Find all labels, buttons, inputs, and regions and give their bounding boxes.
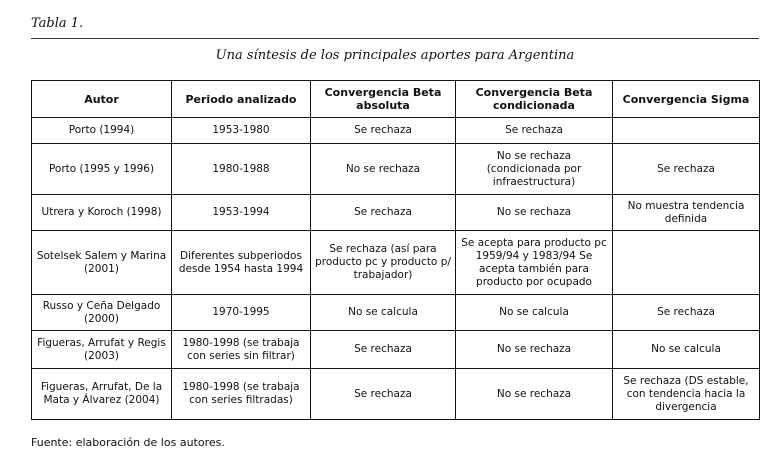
cell-autor: Sotelsek Salem y Marina (2001) [32, 231, 172, 295]
cell-beta-condicionada: No se rechaza [456, 195, 613, 231]
cell-beta-condicionada: No se calcula [456, 295, 613, 331]
cell-beta-absoluta: No se rechaza [311, 144, 456, 195]
cell-periodo: 1980-1998 (se trabaja con series sin filtrar) [172, 331, 311, 369]
top-rule [31, 38, 759, 39]
cell-beta-absoluta: Se rechaza [311, 331, 456, 369]
header-autor: Autor [32, 81, 172, 118]
table-row [32, 118, 760, 144]
cell-beta-absoluta: Se rechaza [311, 195, 456, 231]
cell-autor: Porto (1995 y 1996) [32, 144, 172, 195]
header-row [32, 81, 760, 118]
cell-beta-condicionada: Se acepta para producto pc 1959/94 y 1983/94 Se acepta también para producto por ocupado [456, 231, 613, 295]
table-row [32, 144, 760, 195]
table-row [32, 195, 760, 231]
table-row [32, 331, 760, 369]
cell-beta-condicionada: No se rechaza [456, 369, 613, 420]
cell-sigma: Se rechaza [613, 144, 760, 195]
cell-autor: Porto (1994) [32, 118, 172, 144]
cell-beta-absoluta: Se rechaza (así para producto pc y producto p/ trabajador) [311, 231, 456, 295]
cell-autor: Figueras, Arrufat, De la Mata y Álvarez (2004) [32, 369, 172, 420]
synthesis-table [31, 80, 760, 420]
cell-periodo: 1980-1988 [172, 144, 311, 195]
cell-beta-absoluta: No se calcula [311, 295, 456, 331]
source-note: Fuente: elaboración de los autores. [31, 436, 225, 449]
cell-beta-absoluta: Se rechaza [311, 369, 456, 420]
cell-periodo: Diferentes subperiodos desde 1954 hasta 1994 [172, 231, 311, 295]
table-row [32, 231, 760, 295]
header-beta-condicionada: Convergencia Beta condicionada [456, 81, 613, 118]
cell-periodo: 1953-1994 [172, 195, 311, 231]
table-row [32, 295, 760, 331]
table-subtitle: Una síntesis de los principales aportes para Argentina [215, 48, 575, 63]
cell-periodo: 1980-1998 (se trabaja con series filtradas) [172, 369, 311, 420]
cell-sigma: Se rechaza (DS estable, con tendencia hacia la divergencia [613, 369, 760, 420]
cell-beta-condicionada: Se rechaza [456, 118, 613, 144]
header-periodo: Periodo analizado [172, 81, 311, 118]
cell-periodo: 1953-1980 [172, 118, 311, 144]
cell-autor: Russo y Ceña Delgado (2000) [32, 295, 172, 331]
cell-autor: Utrera y Koroch (1998) [32, 195, 172, 231]
cell-beta-condicionada: No se rechaza [456, 331, 613, 369]
table-label: Tabla 1. [31, 16, 84, 31]
cell-autor: Figueras, Arrufat y Regis (2003) [32, 331, 172, 369]
cell-sigma [613, 231, 760, 295]
cell-beta-condicionada: No se rechaza (condicionada por infraestructura) [456, 144, 613, 195]
cell-periodo: 1970-1995 [172, 295, 311, 331]
cell-sigma: No muestra tendencia definida [613, 195, 760, 231]
cell-sigma [613, 118, 760, 144]
cell-beta-absoluta: Se rechaza [311, 118, 456, 144]
header-beta-absoluta: Convergencia Beta absoluta [311, 81, 456, 118]
cell-sigma: No se calcula [613, 331, 760, 369]
cell-sigma: Se rechaza [613, 295, 760, 331]
header-sigma: Convergencia Sigma [613, 81, 760, 118]
table-row [32, 369, 760, 420]
